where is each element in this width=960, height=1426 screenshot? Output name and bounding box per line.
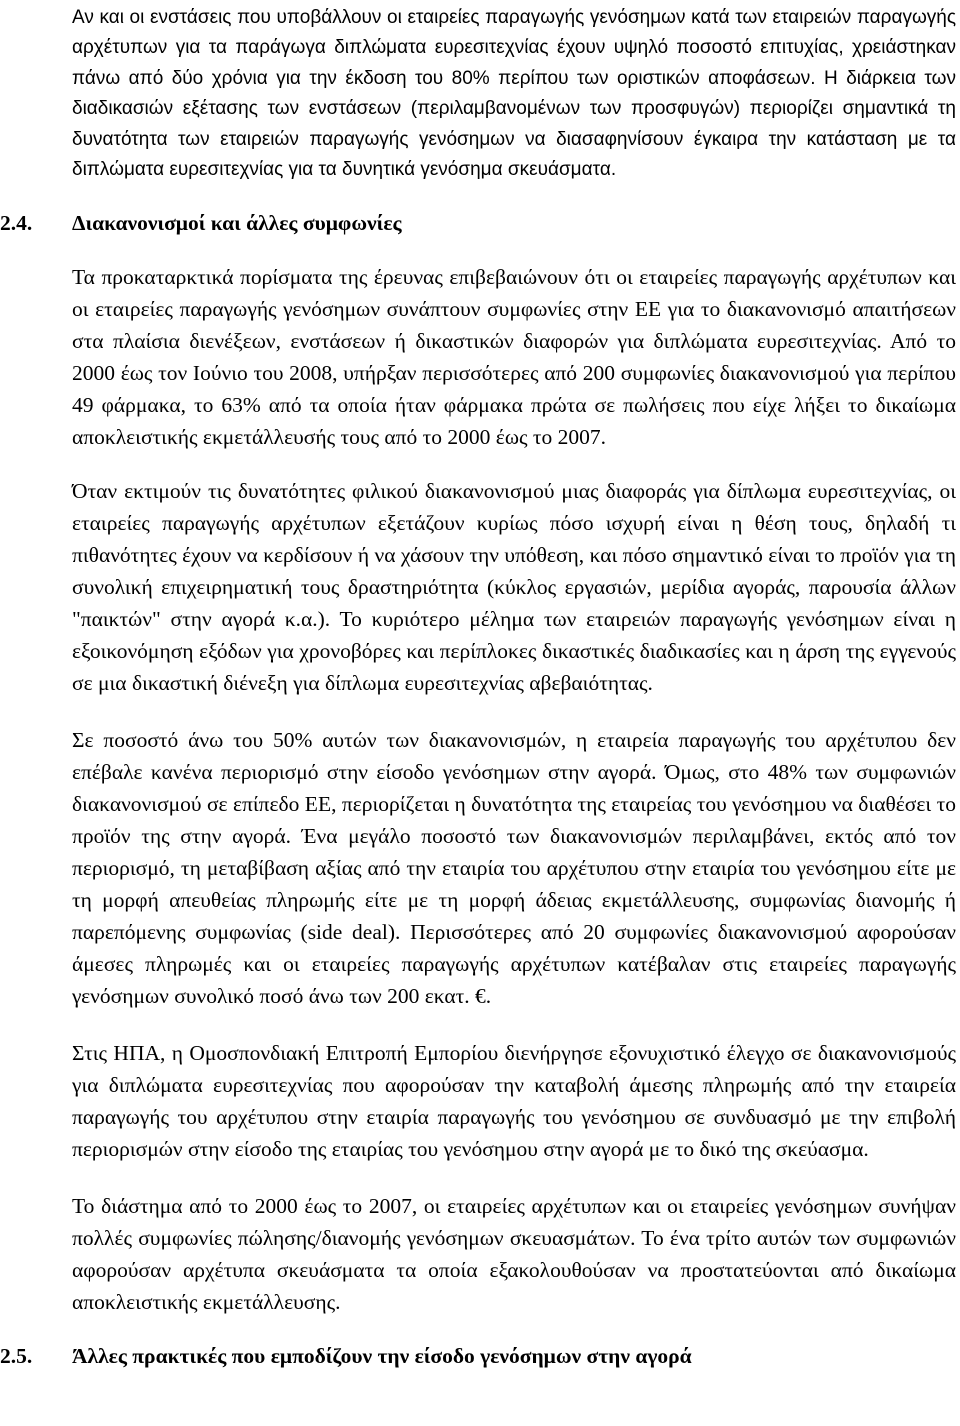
paragraph-objections-duration: Αν και οι ενστάσεις που υποβάλλουν οι εταιρείες παραγωγής γενόσημων κατά των εταιρειών παραγωγής αρχέτυπων για τα παράγωγα διπλώματα ευρεσιτεχνίας έχουν υψηλό ποσοστό επιτυχίας, χρειάστηκαν πάνω από δύο χρόνια για την έκδοση του 80% περίπου των οριστικών αποφάσεων. Η διάρκεια των διαδικασιών εξέτασης των ενστάσεων (περιλαμβανομένων των προσφυγών) περιορίζει σημαντικά τη δυνατότητα των εταιρειών παραγωγής γενόσημων να διασαφηνίσουν έγκαιρα την κατάσταση με τα διπλώματα ευρεσιτεχνίας για τα δυνητικά γενόσημα σκευάσματα. (72, 7, 956, 181)
paragraph-settlement-considerations: Όταν εκτιμούν τις δυνατότητες φιλικού διακανονισμού μιας διαφοράς για δίπλωμα ευρεσιτεχνίας, οι εταιρείες παραγωγής αρχέτυπων εξετάζουν κυρίως πόσο ισχυρή είναι η θέση τους, δηλαδή τι πιθανότητες έχουν να κερδίσουν ή να χάσουν την υπόθεση, και πόσο σημαντικό είναι το προϊόν για τη συνολική επιχειρηματική τους δραστηριότητα (κύκλος εργασιών, μερίδια αγοράς, παρουσία άλλων "παικτών" στην αγορά κ.α.). Το κυριότερο μέλημα των εταιρειών παραγωγής γενόσημων είναι η εξοικονόμηση εξόδων για χρονοβόρες και περίπλοκες δικαστικές διαδικασίες και η άρση της εγγενούς σε μια δικαστική διένεξη για δίπλωμα ευρεσιτεχνίας αβεβαιότητας. (72, 479, 956, 696)
paragraph-usa-ftc: Στις ΗΠΑ, η Ομοσπονδιακή Επιτροπή Εμπορίου διενήργησε εξονυχιστικό έλεγχο σε διακανονισμούς για διπλώματα ευρεσιτεχνίας που αφορούσαν την καταβολή άμεσης πληρωμής από την εταιρεία παραγωγής του αρχέτυπου στην εταιρία παραγωγής του γενόσημου σε συνδυασμό με την επιβολή περιορισμών στην είσοδο της εταιρίας του γενόσημου στην αγορά με το δικό της σκεύασμα. (72, 1041, 956, 1162)
section-title: Διακανονισμοί και άλλες συμφωνίες (72, 211, 402, 236)
section-number: 2.4. (0, 211, 33, 236)
section-title: Άλλες πρακτικές που εμποδίζουν την είσοδο γενόσημων στην αγορά (72, 1344, 692, 1369)
section-number: 2.5. (0, 1344, 33, 1369)
section-heading-2-4 (0, 207, 956, 239)
section-heading-2-5 (0, 1340, 956, 1372)
paragraph-settlement-agreements: Τα προκαταρκτικά πορίσματα της έρευνας επιβεβαιώνουν ότι οι εταιρείες παραγωγής αρχέτυπων και οι εταιρείες παραγωγής γενόσημων συνάπτουν συμφωνίες στην ΕΕ για το διακανονισμό απαιτήσεων στα πλαίσια διενέξεων, ενστάσεων ή δικαστικών διαφορών για διπλώματα ευρεσιτεχνίας. Από το 2000 έως τον Ιούνιο του 2008, υπήρξαν περισσότερες από 200 συμφωνίες διακανονισμού για περίπου 49 φάρμακα, το 63% από τα οποία ήταν φάρμακα πρώτα σε πωλήσεις που είχε λήξει το δικαίωμα αποκλειστικής εκμετάλλευσής τους από το 2000 έως το 2007. (72, 265, 956, 450)
paragraph-settlement-restrictions: Σε ποσοστό άνω του 50% αυτών των διακανονισμών, η εταιρεία παραγωγής του αρχέτυπου δεν επέβαλε κανένα περιορισμό στην είσοδο γενόσημων στην αγορά. Όμως, στο 48% των συμφωνιών διακανονισμού σε επίπεδο ΕΕ, περιορίζεται η δυνατότητα της εταιρείας του γενόσημου να διαθέσει το προϊόν της στην αγορά. Ένα μεγάλο ποσοστό των διακανονισμών περιλαμβάνει, εκτός από τον περιορισμό, τη μεταβίβαση αξίας από την εταιρία του αρχέτυπου στην εταιρία του γενόσημου είτε με τη μορφή απευθείας πληρωμής είτε με τη μορφή άδειας εκμετάλλευσης, συμφωνίας διανομής ή παρεπόμενης συμφωνίας (side deal). Περισσότερες από 20 συμφωνίες διακανονισμού αφορούσαν άμεσες πληρωμές και οι εταιρείες παραγωγής αρχέτυπων κατέβαλαν στις εταιρείες παραγωγής γενόσημων συνολικό ποσό άνω των 200 εκατ. €. (72, 728, 956, 1009)
paragraph-distribution-agreements: Το διάστημα από το 2000 έως το 2007, οι εταιρείες αρχέτυπων και οι εταιρείες γενόσημων συνήψαν πολλές συμφωνίες πώλησης/διανομής γενόσημων σκευασμάτων. Το ένα τρίτο αυτών των συμφωνιών αφορούσαν αρχέτυπα σκευάσματα τα οποία εξακολουθούσαν να προστατεύονται από δικαίωμα αποκλειστικής εκμετάλλευσης. (72, 1194, 956, 1315)
